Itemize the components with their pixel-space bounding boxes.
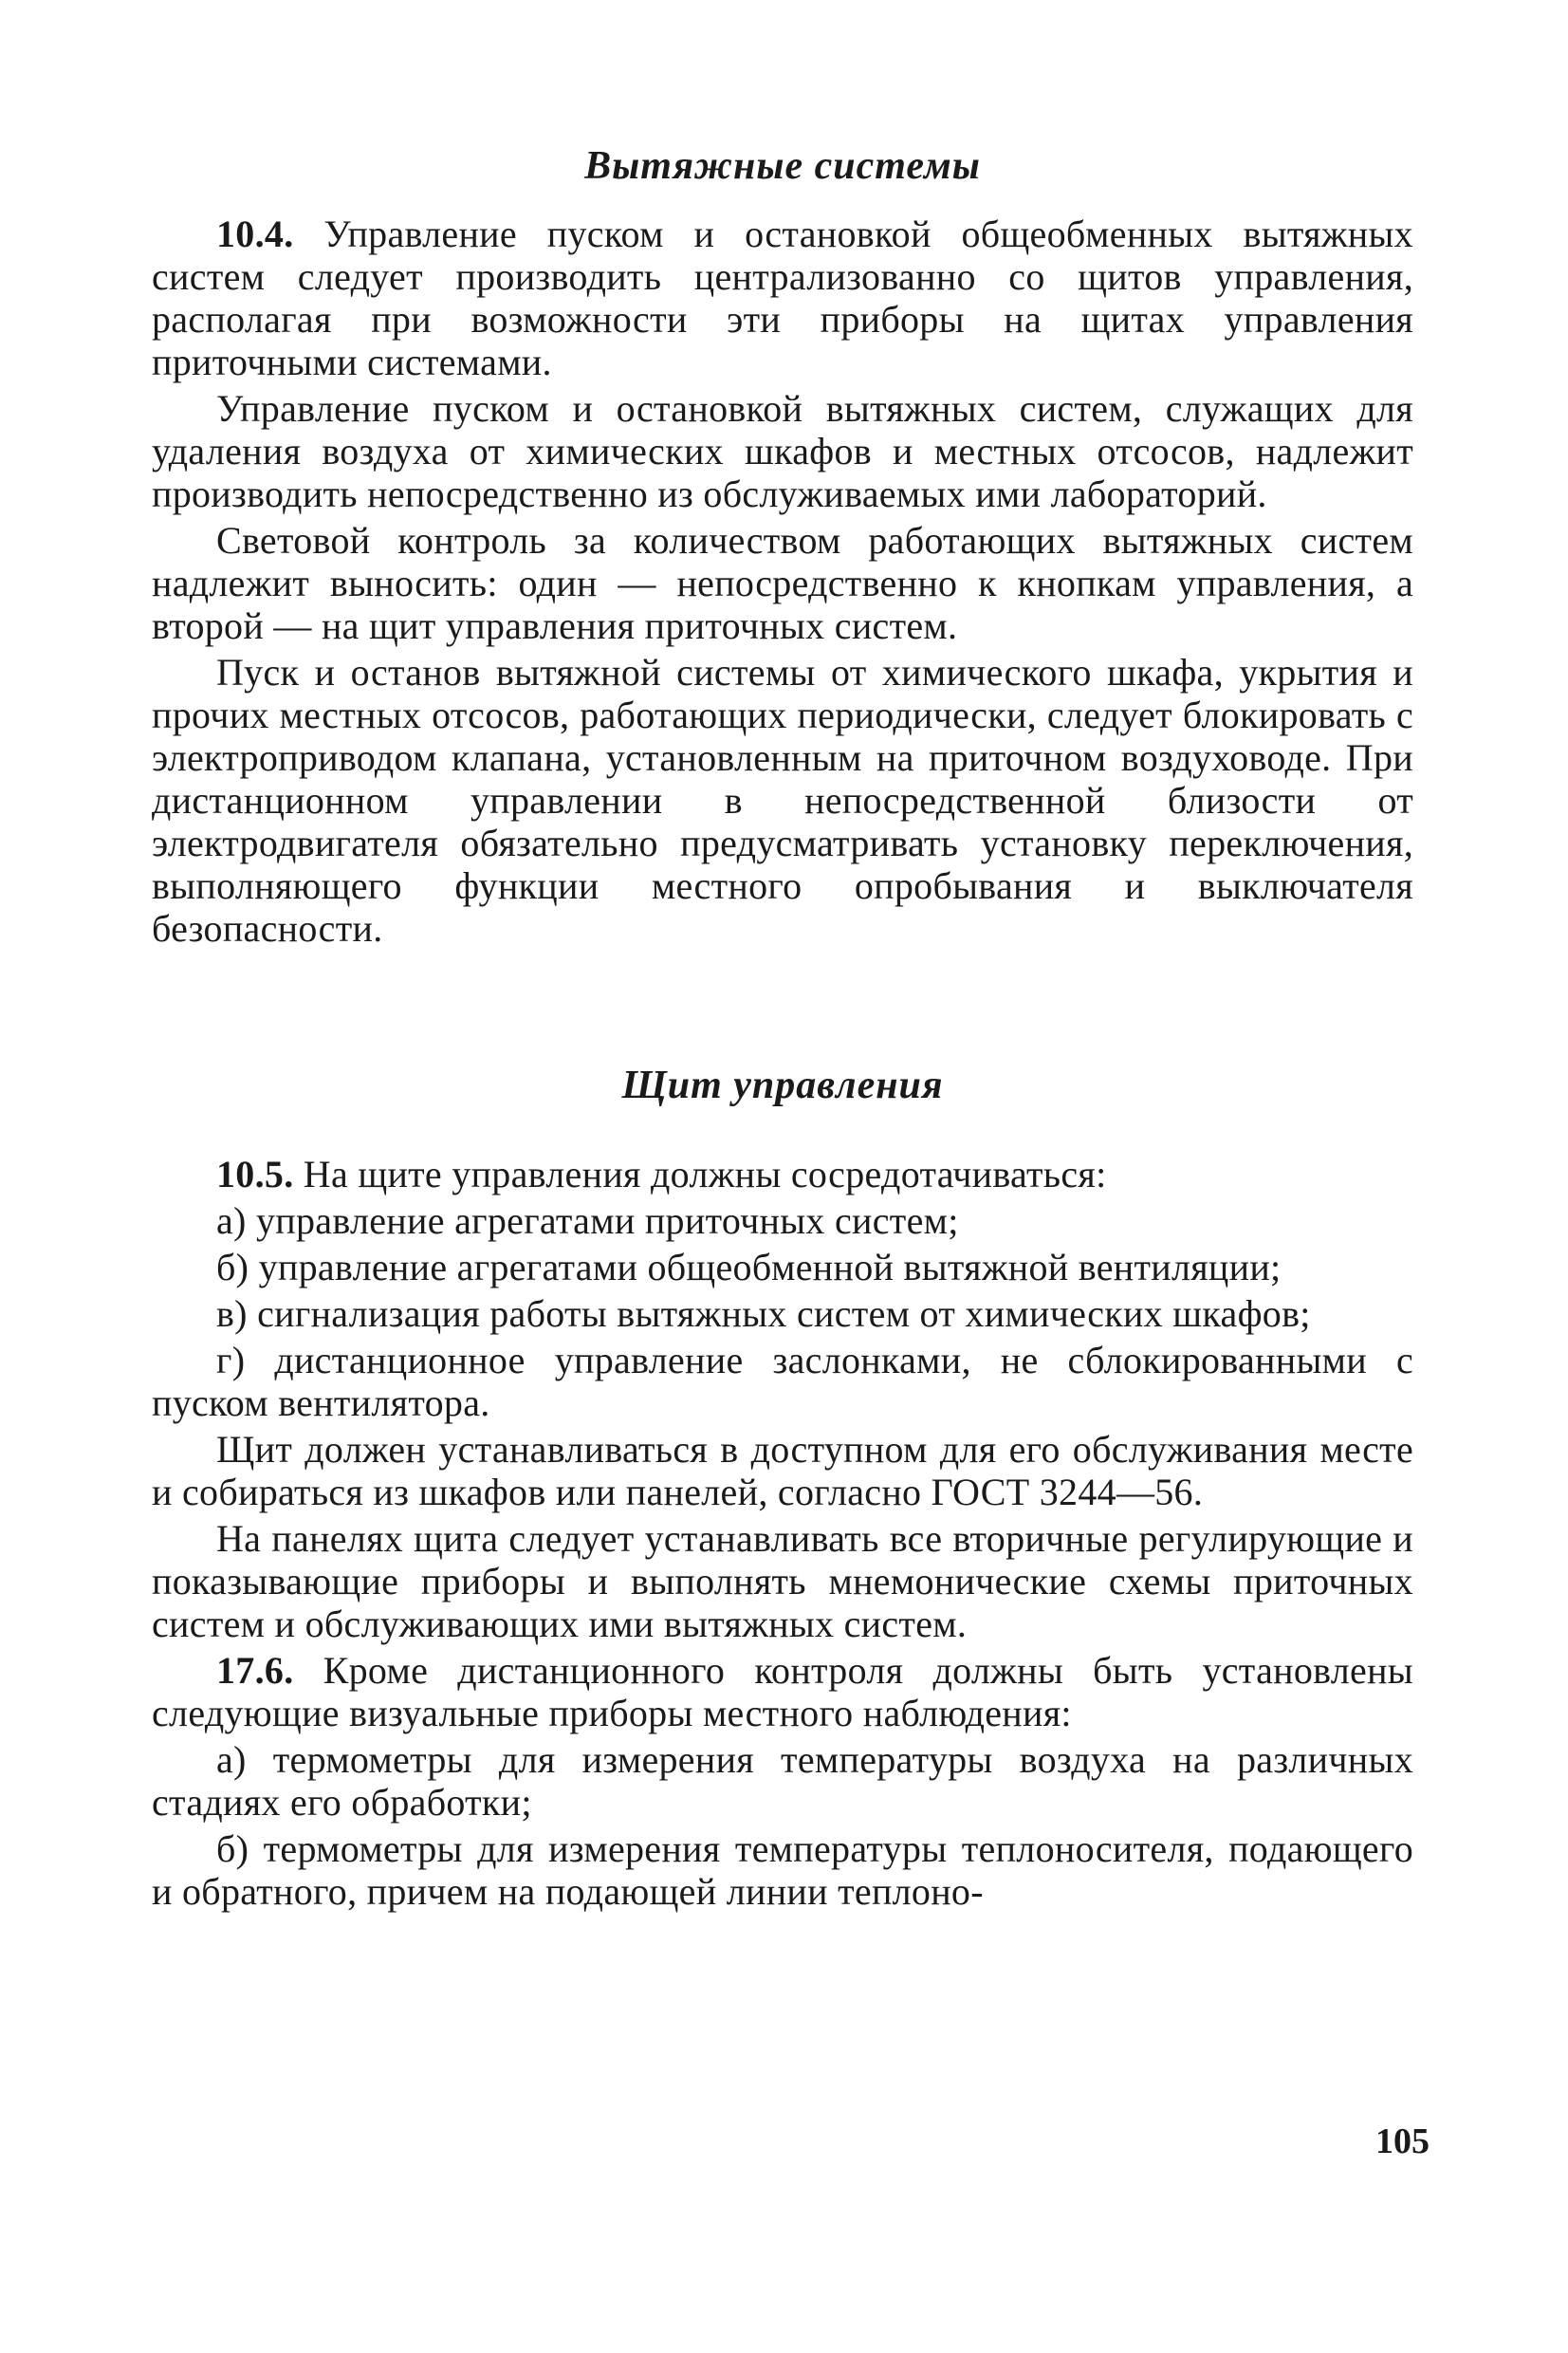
list-item-b xyxy=(152,1246,1413,1288)
list-item-v xyxy=(152,1292,1413,1335)
paragraph-text: Кроме дистанционного контроля должны быть установлены следующие визуальные приборы местного наблюдения: xyxy=(152,1649,1413,1734)
paragraph-light-control xyxy=(152,519,1413,647)
paragraph-text: На панелях щита следует устанавливать все вторичные регулирующие и показывающие приборы и выполнять мнемонические схемы приточных систем и обслуживающих ими вытяжных систем. xyxy=(152,1517,1413,1645)
paragraph-text: Управление пуском и остановкой общеобменных вытяжных систем следует производить централизованно со щитов управления, располагая при возможности эти приборы на щитах управления приточными системами. xyxy=(152,213,1413,383)
section-title-control-panel: Щит управления xyxy=(621,1064,944,1107)
list-item-g xyxy=(152,1339,1413,1424)
page-number: 105 xyxy=(1375,2121,1430,2161)
paragraph-start-stop xyxy=(152,651,1413,950)
paragraph-10-5 xyxy=(152,1153,1413,1195)
clause-number: 10.4. xyxy=(216,213,294,255)
clause-number: 17.6. xyxy=(216,1649,294,1692)
paragraph-17-6 xyxy=(152,1649,1413,1734)
paragraph-text: а) термометры для измерения температуры воздуха на различных стадиях его обработки; xyxy=(152,1738,1413,1824)
paragraph-text: б) управление агрегатами общеобменной вытяжной вентиляции; xyxy=(216,1246,1282,1288)
section-title-exhaust-systems: Вытяжные системы xyxy=(584,144,981,188)
paragraph-text: Световой контроль за количеством работающих вытяжных систем надлежит выносить: один — непосредственно к кнопкам управления, а второй — на щит управления приточных систем. xyxy=(152,519,1413,647)
paragraph-10-4 xyxy=(152,213,1413,383)
list-item-a xyxy=(152,1199,1413,1242)
paragraph-text: а) управление агрегатами приточных систем; xyxy=(216,1199,959,1242)
paragraph-exhaust-control xyxy=(152,387,1413,515)
paragraph-text: Щит должен устанавливаться в доступном для его обслуживания месте и собираться из шкафов или панелей, согласно ГОСТ 3244—56. xyxy=(152,1428,1413,1513)
list-item-b-thermometers xyxy=(152,1827,1413,1913)
paragraph-text: в) сигнализация работы вытяжных систем от химических шкафов; xyxy=(216,1292,1311,1335)
document-page xyxy=(152,142,1413,1917)
clause-number: 10.5. xyxy=(216,1153,294,1195)
paragraph-text: На щите управления должны сосредотачиваться: xyxy=(293,1153,1107,1195)
paragraph-text: Управление пуском и остановкой вытяжных систем, служащих для удаления воздуха от химических шкафов и местных отсосов, надлежит производить непосредственно из обслуживаемых ими лабораторий. xyxy=(152,387,1413,515)
paragraph-text: б) термометры для измерения температуры теплоносителя, подающего и обратного, причем на подающей линии теплоно- xyxy=(152,1827,1413,1913)
paragraph-text: г) дистанционное управление заслонками, не сблокированными с пуском вентилятора. xyxy=(152,1339,1413,1424)
paragraph-text: Пуск и останов вытяжной системы от химического шкафа, укрытия и прочих местных отсосов, работающих периодически, следует блокировать с электроприводом клапана, установленным на приточном воздуховоде. При дистанционном управлении в непосредственной близости от электродвигателя обязательно предусматривать установку переключения, выполняющего функции местного опробывания и выключателя безопасности. xyxy=(152,651,1413,950)
list-item-a-thermometers xyxy=(152,1738,1413,1824)
paragraph-panel-placement xyxy=(152,1428,1413,1513)
paragraph-panel-instruments xyxy=(152,1517,1413,1645)
